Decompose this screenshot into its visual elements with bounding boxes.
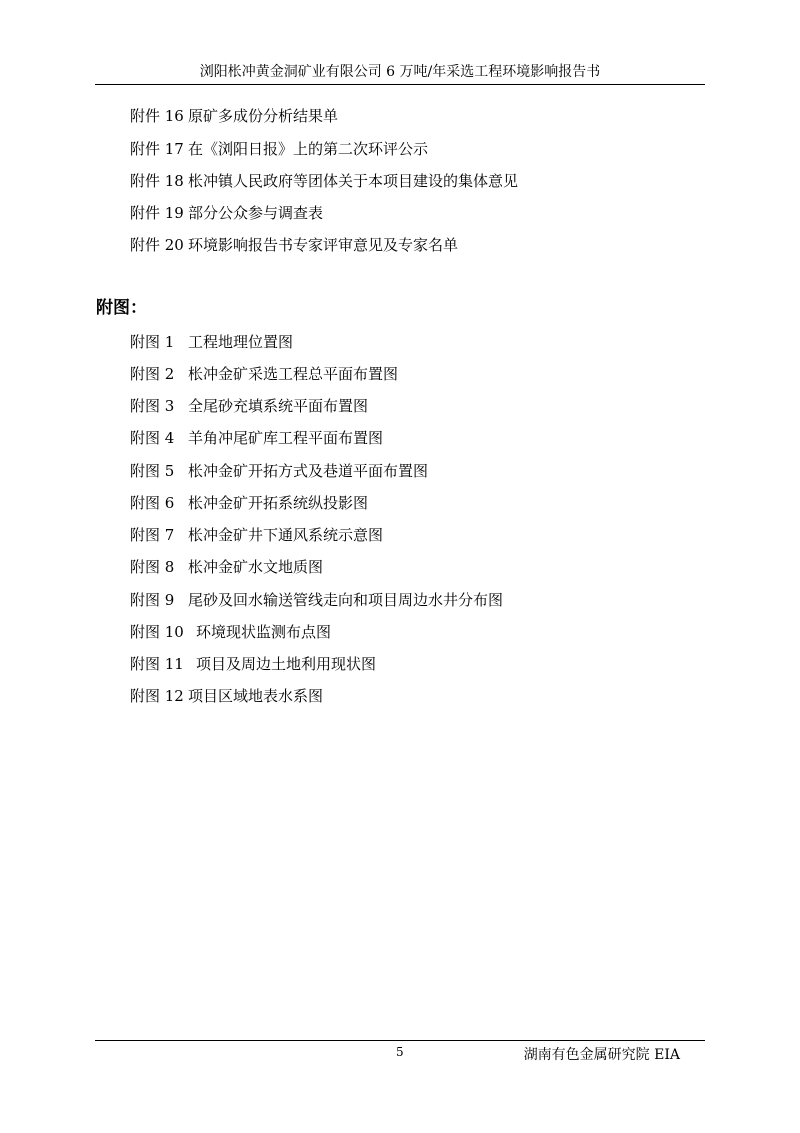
- figure-item: [130, 557, 323, 577]
- figure-label: 附图 6: [130, 494, 175, 512]
- figure-text: 枨冲金矿采选工程总平面布置图: [188, 365, 399, 383]
- footer-organization: 湖南有色金属研究院 EIA: [523, 1047, 680, 1063]
- figure-item: [130, 428, 383, 448]
- figure-item: [130, 493, 368, 513]
- page-number: 5: [396, 1045, 404, 1059]
- attachment-item: [130, 106, 338, 126]
- attachment-text: 枨冲镇人民政府等团体关于本项目建设的集体意见: [188, 172, 519, 190]
- figure-text: 尾砂及回水输送管线走向和项目周边水井分布图: [188, 591, 504, 609]
- attachment-label: 附件 16: [130, 107, 184, 125]
- figure-item: [130, 622, 331, 642]
- figure-label: 附图 12: [130, 687, 184, 705]
- attachment-item: [130, 235, 458, 255]
- figure-text: 项目区域地表水系图: [188, 687, 324, 705]
- figure-item: [130, 590, 503, 610]
- figure-item: [130, 461, 428, 481]
- figure-text: 枨冲金矿开拓方式及巷道平面布置图: [188, 462, 429, 480]
- figure-label: 附图 9: [130, 591, 175, 609]
- attachment-label: 附件 18: [130, 172, 184, 190]
- figure-item: [130, 332, 293, 352]
- figure-label: 附图 2: [130, 365, 175, 383]
- figure-text: 枨冲金矿开拓系统纵投影图: [188, 494, 369, 512]
- attachment-label: 附件 19: [130, 204, 184, 222]
- figure-label: 附图 10: [130, 623, 184, 641]
- attachment-text: 部分公众参与调查表: [188, 204, 324, 222]
- figure-label: 附图 7: [130, 526, 175, 544]
- attachment-text: 环境影响报告书专家评审意见及专家名单: [188, 236, 459, 254]
- figure-item: [130, 654, 376, 674]
- figure-label: 附图 1: [130, 333, 175, 351]
- figure-text: 全尾砂充填系统平面布置图: [188, 397, 369, 415]
- figures-section-heading: 附图：: [96, 298, 147, 318]
- figure-label: 附图 11: [130, 655, 184, 673]
- attachment-item: [130, 171, 518, 191]
- attachment-item: [130, 203, 323, 223]
- figure-item: [130, 525, 383, 545]
- figure-label: 附图 3: [130, 397, 175, 415]
- document-header-title: 浏阳枨冲黄金洞矿业有限公司 6 万吨/年采选工程环境影响报告书: [199, 64, 601, 80]
- figure-text: 环境现状监测布点图: [196, 623, 332, 641]
- figure-item: [130, 396, 368, 416]
- attachment-item: [130, 139, 428, 159]
- figure-item: [130, 364, 398, 384]
- attachment-text: 在《浏阳日报》上的第二次环评公示: [188, 140, 429, 158]
- figure-label: 附图 4: [130, 429, 175, 447]
- figure-text: 项目及周边土地利用现状图: [196, 655, 377, 673]
- header-divider: [95, 84, 705, 85]
- figure-label: 附图 5: [130, 462, 175, 480]
- figure-text: 枨冲金矿水文地质图: [188, 558, 324, 576]
- figure-label: 附图 8: [130, 558, 175, 576]
- attachment-label: 附件 17: [130, 140, 184, 158]
- attachment-label: 附件 20: [130, 236, 184, 254]
- footer-divider: [95, 1040, 705, 1041]
- figure-item: [130, 686, 323, 706]
- attachment-text: 原矿多成份分析结果单: [188, 107, 339, 125]
- figure-text: 工程地理位置图: [188, 333, 294, 351]
- figure-text: 枨冲金矿井下通风系统示意图: [188, 526, 384, 544]
- figure-text: 羊角冲尾矿库工程平面布置图: [188, 429, 384, 447]
